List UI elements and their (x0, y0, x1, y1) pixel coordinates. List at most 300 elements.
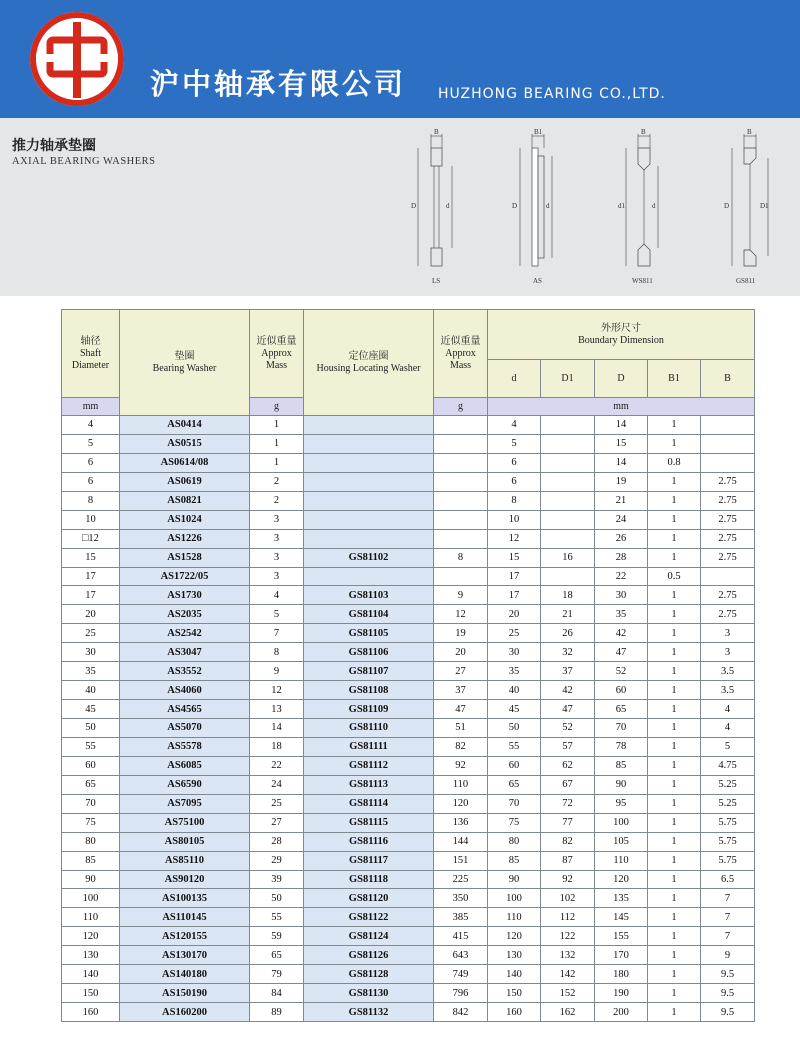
cell-housing-mass: 842 (434, 1003, 488, 1022)
cell-D1: 152 (541, 984, 595, 1003)
cell-bearing-washer: AS3047 (120, 643, 250, 662)
cell-shaft-diameter: 8 (62, 491, 120, 510)
cell-D1: 62 (541, 756, 595, 775)
cell-B: 5.75 (701, 813, 755, 832)
cell-bearing-washer: AS140180 (120, 965, 250, 984)
cell-washer-mass: 65 (250, 946, 304, 965)
cell-B: 5.75 (701, 851, 755, 870)
cell-washer-mass: 1 (250, 434, 304, 453)
page-title-cn: 推力轴承垫圈 (12, 138, 96, 154)
table-row (62, 416, 755, 435)
cell-shaft-diameter: 120 (62, 927, 120, 946)
header-approx-mass-2: 近似重量 Approx Mass (434, 310, 488, 398)
cell-housing-mass (434, 567, 488, 586)
cell-washer-mass: 59 (250, 927, 304, 946)
cell-housing-washer: GS81115 (304, 813, 434, 832)
table-row (62, 794, 755, 813)
cell-D: 110 (595, 851, 648, 870)
cell-housing-mass: 151 (434, 851, 488, 870)
cell-D: 90 (595, 775, 648, 794)
cell-d: 90 (488, 870, 541, 889)
cell-washer-mass: 13 (250, 700, 304, 719)
cell-B: 2.75 (701, 605, 755, 624)
cell-shaft-diameter: 17 (62, 567, 120, 586)
cell-D1: 77 (541, 813, 595, 832)
table-row (62, 946, 755, 965)
cell-housing-washer (304, 434, 434, 453)
cell-washer-mass: 79 (250, 965, 304, 984)
cell-B1: 1 (648, 851, 701, 870)
cell-D: 14 (595, 416, 648, 435)
cell-D: 135 (595, 889, 648, 908)
cell-D: 190 (595, 984, 648, 1003)
cell-B: 7 (701, 908, 755, 927)
cell-B1: 1 (648, 832, 701, 851)
cell-bearing-washer: AS6590 (120, 775, 250, 794)
header-housing-washer: 定位座圈 Housing Locating Washer (304, 310, 434, 416)
cell-D1: 92 (541, 870, 595, 889)
cell-shaft-diameter: 40 (62, 681, 120, 700)
cell-shaft-diameter: 90 (62, 870, 120, 889)
cell-d: 80 (488, 832, 541, 851)
cell-D: 15 (595, 434, 648, 453)
cell-housing-washer: GS81105 (304, 624, 434, 643)
table-row (62, 984, 755, 1003)
cell-bearing-washer: AS160200 (120, 1003, 250, 1022)
cell-d: 110 (488, 908, 541, 927)
cell-bearing-washer: AS120155 (120, 927, 250, 946)
cell-shaft-diameter: 150 (62, 984, 120, 1003)
header-D: D (595, 360, 648, 398)
cell-D1: 112 (541, 908, 595, 927)
cell-housing-mass (434, 529, 488, 548)
cell-washer-mass: 39 (250, 870, 304, 889)
cell-d: 40 (488, 681, 541, 700)
table-row (62, 567, 755, 586)
cell-D: 145 (595, 908, 648, 927)
cell-bearing-washer: AS5070 (120, 719, 250, 738)
cell-washer-mass: 5 (250, 605, 304, 624)
cell-shaft-diameter: 75 (62, 813, 120, 832)
cell-B1: 1 (648, 416, 701, 435)
cell-B1: 1 (648, 529, 701, 548)
cell-housing-washer: GS81120 (304, 889, 434, 908)
cell-D: 155 (595, 927, 648, 946)
diagram-ws811 (618, 128, 658, 285)
cell-D1: 52 (541, 719, 595, 738)
cell-D1: 16 (541, 548, 595, 567)
cell-B: 4.75 (701, 756, 755, 775)
cell-B1: 0.5 (648, 567, 701, 586)
cell-bearing-washer: AS0515 (120, 434, 250, 453)
cell-bearing-washer: AS3552 (120, 662, 250, 681)
cell-shaft-diameter: 130 (62, 946, 120, 965)
cell-housing-washer: GS81116 (304, 832, 434, 851)
cell-d: 130 (488, 946, 541, 965)
cell-housing-mass: 19 (434, 624, 488, 643)
cell-D1: 47 (541, 700, 595, 719)
cell-bearing-washer: AS85110 (120, 851, 250, 870)
cell-washer-mass: 2 (250, 491, 304, 510)
cell-shaft-diameter: 30 (62, 643, 120, 662)
unit-shaft: mm (62, 398, 120, 416)
cell-D: 170 (595, 946, 648, 965)
cell-housing-washer: GS81110 (304, 719, 434, 738)
cell-d: 5 (488, 434, 541, 453)
page-title-en: AXIAL BEARING WASHERS (12, 156, 156, 167)
table-row (62, 775, 755, 794)
cell-D: 35 (595, 605, 648, 624)
cell-D: 65 (595, 700, 648, 719)
cell-housing-washer: GS81104 (304, 605, 434, 624)
cell-B1: 1 (648, 472, 701, 491)
cell-d: 4 (488, 416, 541, 435)
cell-D: 95 (595, 794, 648, 813)
table-row (62, 453, 755, 472)
cell-D: 42 (595, 624, 648, 643)
cell-B1: 1 (648, 984, 701, 1003)
cell-bearing-washer: AS1528 (120, 548, 250, 567)
diagram-ls (411, 128, 452, 285)
table-row (62, 965, 755, 984)
cell-D: 120 (595, 870, 648, 889)
cell-B1: 1 (648, 813, 701, 832)
cell-d: 55 (488, 737, 541, 756)
table-row (62, 813, 755, 832)
cell-B1: 1 (648, 548, 701, 567)
ls-left-label: D (411, 202, 417, 210)
cell-housing-mass: 136 (434, 813, 488, 832)
cell-washer-mass: 3 (250, 548, 304, 567)
cell-B: 4 (701, 719, 755, 738)
cell-bearing-washer: AS2035 (120, 605, 250, 624)
cell-D: 200 (595, 1003, 648, 1022)
cell-washer-mass: 22 (250, 756, 304, 775)
cell-housing-mass: 120 (434, 794, 488, 813)
cell-washer-mass: 1 (250, 453, 304, 472)
cell-housing-mass: 385 (434, 908, 488, 927)
cell-housing-washer (304, 529, 434, 548)
cell-B1: 1 (648, 1003, 701, 1022)
cell-D1 (541, 472, 595, 491)
cell-D1: 67 (541, 775, 595, 794)
cell-D1: 72 (541, 794, 595, 813)
cell-housing-mass: 47 (434, 700, 488, 719)
cell-B: 7 (701, 927, 755, 946)
cell-washer-mass: 27 (250, 813, 304, 832)
cell-B1: 1 (648, 794, 701, 813)
cell-shaft-diameter: 6 (62, 453, 120, 472)
cell-shaft-diameter: 25 (62, 624, 120, 643)
table-row (62, 662, 755, 681)
cell-bearing-washer: AS150190 (120, 984, 250, 1003)
table-row (62, 472, 755, 491)
ws811-left-label: d1 (618, 202, 625, 210)
cell-bearing-washer: AS0614/08 (120, 453, 250, 472)
cell-D1: 87 (541, 851, 595, 870)
cell-D1 (541, 453, 595, 472)
cell-housing-washer (304, 472, 434, 491)
header-B1: B1 (648, 360, 701, 398)
unit-boundary: mm (488, 398, 755, 416)
cell-B1: 1 (648, 662, 701, 681)
cell-shaft-diameter: 110 (62, 908, 120, 927)
cell-D: 47 (595, 643, 648, 662)
table-row (62, 586, 755, 605)
cell-D: 180 (595, 965, 648, 984)
cell-housing-mass: 27 (434, 662, 488, 681)
cell-D: 14 (595, 453, 648, 472)
cell-washer-mass: 50 (250, 889, 304, 908)
cell-washer-mass: 84 (250, 984, 304, 1003)
cell-B: 9.5 (701, 984, 755, 1003)
ls-name: LS (432, 277, 441, 285)
gs811-left-label: D (724, 202, 730, 210)
header-shaft-diameter: 轴径 Shaft Diameter (62, 310, 120, 398)
cell-d: 65 (488, 775, 541, 794)
gs811-inner-label: D1 (760, 202, 769, 210)
cell-D1: 21 (541, 605, 595, 624)
table-row (62, 851, 755, 870)
cell-D1: 57 (541, 737, 595, 756)
cell-housing-washer: GS81108 (304, 681, 434, 700)
cell-B: 2.75 (701, 491, 755, 510)
cell-d: 140 (488, 965, 541, 984)
cell-housing-mass: 92 (434, 756, 488, 775)
ws811-inner-label: d (652, 202, 656, 210)
cell-bearing-washer: AS0414 (120, 416, 250, 435)
header-approx-mass: 近似重量 Approx Mass (250, 310, 304, 398)
cell-D1: 142 (541, 965, 595, 984)
cell-housing-washer: GS81124 (304, 927, 434, 946)
cell-B: 6.5 (701, 870, 755, 889)
cell-B: 4 (701, 700, 755, 719)
cell-shaft-diameter: 6 (62, 472, 120, 491)
cell-B1: 1 (648, 510, 701, 529)
cell-housing-mass: 8 (434, 548, 488, 567)
unit-mass-2: g (434, 398, 488, 416)
cell-shaft-diameter: 160 (62, 1003, 120, 1022)
table-row (62, 605, 755, 624)
cell-shaft-diameter: 4 (62, 416, 120, 435)
table-row (62, 870, 755, 889)
cell-D: 78 (595, 737, 648, 756)
cell-housing-mass: 51 (434, 719, 488, 738)
cell-B1: 1 (648, 719, 701, 738)
cell-B: 9 (701, 946, 755, 965)
cell-B: 5.25 (701, 775, 755, 794)
ws811-top-label: B (641, 128, 646, 136)
cell-d: 85 (488, 851, 541, 870)
cell-washer-mass: 14 (250, 719, 304, 738)
cell-bearing-washer: AS7095 (120, 794, 250, 813)
cell-B1: 1 (648, 605, 701, 624)
cell-housing-washer: GS81106 (304, 643, 434, 662)
as-name: AS (533, 277, 542, 285)
cell-shaft-diameter: 10 (62, 510, 120, 529)
cell-housing-mass (434, 472, 488, 491)
cell-washer-mass: 1 (250, 416, 304, 435)
cell-B1: 1 (648, 491, 701, 510)
ls-inner-label: d (446, 202, 450, 210)
cell-B (701, 453, 755, 472)
table-row (62, 529, 755, 548)
cell-housing-mass: 225 (434, 870, 488, 889)
cell-housing-mass (434, 491, 488, 510)
company-name-en: HUZHONG BEARING CO.,LTD. (438, 86, 666, 102)
table-row (62, 1003, 755, 1022)
cell-B1: 1 (648, 775, 701, 794)
cell-D1 (541, 491, 595, 510)
ws811-name: WS811 (632, 277, 653, 285)
cell-d: 35 (488, 662, 541, 681)
cell-housing-mass (434, 510, 488, 529)
washer-table (61, 309, 755, 1022)
cell-housing-washer: GS81117 (304, 851, 434, 870)
cell-D1: 32 (541, 643, 595, 662)
cell-D1: 18 (541, 586, 595, 605)
cell-housing-washer: GS81126 (304, 946, 434, 965)
cell-washer-mass: 3 (250, 510, 304, 529)
cell-D: 52 (595, 662, 648, 681)
cell-bearing-washer: AS90120 (120, 870, 250, 889)
cell-B: 5.25 (701, 794, 755, 813)
cell-d: 20 (488, 605, 541, 624)
cell-B1: 1 (648, 756, 701, 775)
cell-d: 6 (488, 472, 541, 491)
header-d: d (488, 360, 541, 398)
cell-D1 (541, 529, 595, 548)
cell-washer-mass: 4 (250, 586, 304, 605)
cell-D1: 162 (541, 1003, 595, 1022)
cell-D1: 42 (541, 681, 595, 700)
table-row (62, 510, 755, 529)
cell-d: 120 (488, 927, 541, 946)
cell-d: 45 (488, 700, 541, 719)
cell-D1: 26 (541, 624, 595, 643)
cell-housing-washer: GS81118 (304, 870, 434, 889)
cell-housing-washer: GS81112 (304, 756, 434, 775)
cell-washer-mass: 9 (250, 662, 304, 681)
cell-housing-mass: 82 (434, 737, 488, 756)
cell-D1 (541, 434, 595, 453)
cell-housing-mass: 12 (434, 605, 488, 624)
cell-housing-washer: GS81109 (304, 700, 434, 719)
header-bearing-washer: 垫圈 Bearing Washer (120, 310, 250, 416)
cell-B1: 1 (648, 965, 701, 984)
table-row (62, 889, 755, 908)
cell-shaft-diameter: 80 (62, 832, 120, 851)
cell-D: 26 (595, 529, 648, 548)
table-row (62, 434, 755, 453)
cell-D1 (541, 416, 595, 435)
cell-housing-mass: 144 (434, 832, 488, 851)
cell-D: 85 (595, 756, 648, 775)
cell-bearing-washer: AS4060 (120, 681, 250, 700)
cell-B1: 1 (648, 870, 701, 889)
cell-shaft-diameter: 35 (62, 662, 120, 681)
cell-d: 10 (488, 510, 541, 529)
cell-housing-washer (304, 510, 434, 529)
cell-D: 24 (595, 510, 648, 529)
unit-mass: g (250, 398, 304, 416)
cell-d: 17 (488, 586, 541, 605)
cell-B: 3 (701, 643, 755, 662)
table-row (62, 832, 755, 851)
cell-D1: 37 (541, 662, 595, 681)
cell-housing-mass (434, 434, 488, 453)
cell-d: 60 (488, 756, 541, 775)
cell-housing-washer: GS81114 (304, 794, 434, 813)
cell-B1: 1 (648, 681, 701, 700)
gs811-top-label: B (747, 128, 752, 136)
cell-B1: 1 (648, 643, 701, 662)
cell-d: 160 (488, 1003, 541, 1022)
cell-bearing-washer: AS6085 (120, 756, 250, 775)
cell-bearing-washer: AS2542 (120, 624, 250, 643)
cell-bearing-washer: AS0619 (120, 472, 250, 491)
cell-d: 17 (488, 567, 541, 586)
cell-housing-washer (304, 567, 434, 586)
ls-top-label: B (434, 128, 439, 136)
as-left-label: D (512, 202, 518, 210)
cell-B1: 0.8 (648, 453, 701, 472)
cell-housing-washer: GS81102 (304, 548, 434, 567)
cell-B (701, 567, 755, 586)
company-logo (28, 10, 126, 108)
cell-bearing-washer: AS1024 (120, 510, 250, 529)
cell-B: 9.5 (701, 965, 755, 984)
header-D1: D1 (541, 360, 595, 398)
cell-D1 (541, 510, 595, 529)
cell-washer-mass: 55 (250, 908, 304, 927)
cell-housing-mass: 20 (434, 643, 488, 662)
cell-bearing-washer: AS5578 (120, 737, 250, 756)
table-row (62, 737, 755, 756)
cell-d: 50 (488, 719, 541, 738)
cell-D: 22 (595, 567, 648, 586)
cell-washer-mass: 25 (250, 794, 304, 813)
cell-d: 8 (488, 491, 541, 510)
cell-B: 9.5 (701, 1003, 755, 1022)
header-boundary-dimension: 外形尺寸 Boundary Dimension (488, 310, 755, 360)
cell-B: 2.75 (701, 510, 755, 529)
cell-washer-mass: 2 (250, 472, 304, 491)
cell-housing-mass: 643 (434, 946, 488, 965)
cell-D: 19 (595, 472, 648, 491)
cell-washer-mass: 29 (250, 851, 304, 870)
company-name-cn: 沪中轴承有限公司 (150, 67, 407, 101)
cell-bearing-washer: AS1730 (120, 586, 250, 605)
cell-housing-washer: GS81103 (304, 586, 434, 605)
cell-d: 150 (488, 984, 541, 1003)
table-row (62, 719, 755, 738)
cell-D1 (541, 567, 595, 586)
cell-washer-mass: 28 (250, 832, 304, 851)
table-row (62, 624, 755, 643)
cell-B: 2.75 (701, 586, 755, 605)
cell-d: 75 (488, 813, 541, 832)
cell-shaft-diameter: 50 (62, 719, 120, 738)
cell-housing-washer: GS81111 (304, 737, 434, 756)
cell-housing-mass: 749 (434, 965, 488, 984)
cell-B1: 1 (648, 700, 701, 719)
cell-shaft-diameter: □12 (62, 529, 120, 548)
cell-housing-washer: GS81113 (304, 775, 434, 794)
cell-bearing-washer: AS1722/05 (120, 567, 250, 586)
diagram-gs811 (724, 128, 769, 285)
table-row (62, 491, 755, 510)
